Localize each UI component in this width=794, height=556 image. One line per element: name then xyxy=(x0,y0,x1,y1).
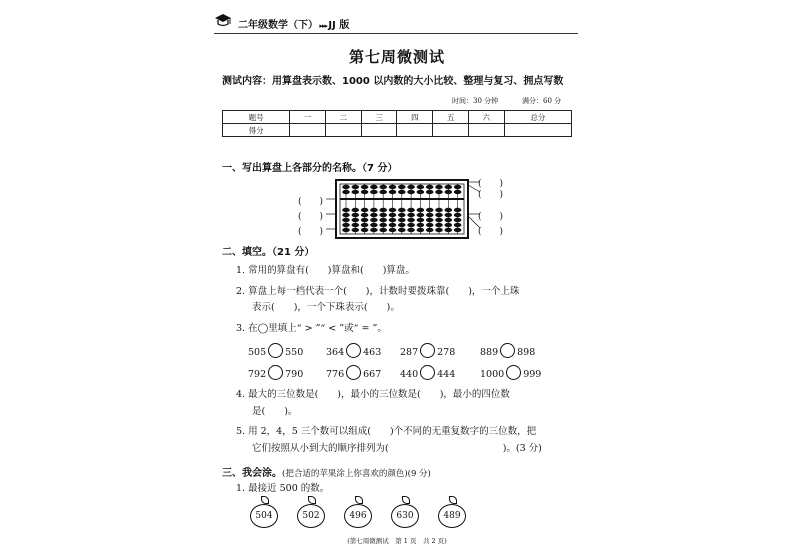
table-cell: 总分 xyxy=(504,111,571,124)
question-2-1: 1. 常用的算盘有( )算盘和( )算盘。 xyxy=(236,265,415,276)
page-footer: (第七周微测试 第 1 页 共 2 页) xyxy=(347,537,447,545)
compare-circle[interactable] xyxy=(420,343,435,358)
comparison-item xyxy=(326,343,381,358)
left-number: 889 xyxy=(480,347,499,358)
abacus-label-blank[interactable]: ( ) xyxy=(298,227,324,237)
page-title: 第七周微测试 xyxy=(348,48,445,66)
score-input-cell[interactable] xyxy=(397,124,433,137)
abacus-label-blank[interactable]: ( ) xyxy=(478,212,504,222)
apple-stem-icon xyxy=(449,496,457,504)
compare-circle[interactable] xyxy=(506,365,521,380)
header-grade: 二年级数学（下） ▸▸▸ JJ 版 xyxy=(238,20,350,31)
apple-stem-icon xyxy=(308,496,316,504)
right-number: 550 xyxy=(285,347,304,358)
abacus-label-blank[interactable]: ( ) xyxy=(298,197,324,207)
question-2-3: 3. 在◯里填上“ > ”“ < ”或“ = ”。 xyxy=(236,323,387,334)
left-number: 505 xyxy=(248,347,267,358)
abacus-label-blank[interactable]: ( ) xyxy=(478,179,504,189)
score-table xyxy=(222,110,572,137)
compare-circle[interactable] xyxy=(500,343,515,358)
apple-option[interactable]: 630 xyxy=(391,504,419,528)
leader-lines xyxy=(322,176,482,240)
left-number: 364 xyxy=(326,347,345,358)
comparison-item xyxy=(480,343,535,358)
question-2-4-cont: 是( )。 xyxy=(252,406,298,417)
compare-circle[interactable] xyxy=(420,365,435,380)
question-2-5: 5. 用 2，4，5 三个数可以组成( )个不同的无重复数字的三位数，把 xyxy=(236,426,537,437)
table-cell: 六 xyxy=(468,111,504,124)
apple-stem-icon xyxy=(261,496,269,504)
abacus-label-blank[interactable]: ( ) xyxy=(298,212,324,222)
right-number: 444 xyxy=(437,369,456,380)
question-2-4: 4. 最大的三位数是( )，最小的三位数是( )，最小的四位数 xyxy=(236,389,510,400)
score-input-cell[interactable] xyxy=(326,124,362,137)
table-cell: 得分 xyxy=(223,124,290,137)
left-number: 440 xyxy=(400,369,419,380)
compare-circle[interactable] xyxy=(268,343,283,358)
abacus-label-blank[interactable]: ( ) xyxy=(478,190,504,200)
table-cell: 二 xyxy=(326,111,362,124)
time-limit: 时间：30 分钟 xyxy=(452,97,499,105)
section3-heading: 三、我会涂。 xyxy=(222,468,282,479)
question-2-2-cont: 表示( )，一个下珠表示( )。 xyxy=(252,302,400,313)
apple-stem-icon xyxy=(355,496,363,504)
apple-option[interactable]: 504 xyxy=(250,504,278,528)
table-cell: 三 xyxy=(361,111,397,124)
score-input-cell[interactable] xyxy=(433,124,469,137)
section2-heading: 二、填空。（21 分） xyxy=(222,247,315,258)
comparison-item xyxy=(326,365,381,380)
comparison-item xyxy=(248,343,303,358)
comparison-item xyxy=(400,365,455,380)
table-cell: 五 xyxy=(433,111,469,124)
test-scope: 测试内容：用算盘表示数、1000 以内数的大小比较、整理与复习、拥点写数 xyxy=(222,76,564,87)
table-cell: 一 xyxy=(290,111,326,124)
apple-option[interactable]: 496 xyxy=(344,504,372,528)
right-number: 790 xyxy=(285,369,304,380)
right-number: 898 xyxy=(517,347,536,358)
compare-circle[interactable] xyxy=(268,365,283,380)
section3-note: (把合适的苹果涂上你喜欢的颜色)(9 分) xyxy=(282,469,431,479)
right-number: 463 xyxy=(363,347,382,358)
table-cell: 四 xyxy=(397,111,433,124)
right-number: 667 xyxy=(363,369,382,380)
section3-heading-line xyxy=(222,461,431,480)
left-number: 287 xyxy=(400,347,419,358)
left-number: 792 xyxy=(248,369,267,380)
score-input-cell[interactable] xyxy=(361,124,397,137)
apple-stem-icon xyxy=(402,496,410,504)
apple-option[interactable]: 489 xyxy=(438,504,466,528)
table-row xyxy=(223,124,572,137)
right-number: 999 xyxy=(523,369,542,380)
left-number: 1000 xyxy=(480,369,505,380)
compare-circle[interactable] xyxy=(346,343,361,358)
table-row xyxy=(223,111,572,124)
graduation-cap-icon xyxy=(214,12,232,30)
section1-heading: 一、写出算盘上各部分的名称。（7 分） xyxy=(222,163,398,174)
header-divider xyxy=(214,33,578,34)
comparison-item xyxy=(400,343,455,358)
left-number: 776 xyxy=(326,369,345,380)
table-cell: 题号 xyxy=(223,111,290,124)
score-input-cell[interactable] xyxy=(504,124,571,137)
right-number: 278 xyxy=(437,347,456,358)
question-2-2: 2. 算盘上每一档代表一个( )，计数时要拨珠靠( )，一个上珠 xyxy=(236,286,520,297)
full-score: 满分：60 分 xyxy=(522,97,562,105)
abacus-label-blank[interactable]: ( ) xyxy=(478,227,504,237)
compare-circle[interactable] xyxy=(346,365,361,380)
score-input-cell[interactable] xyxy=(468,124,504,137)
comparison-item xyxy=(248,365,303,380)
score-input-cell[interactable] xyxy=(290,124,326,137)
question-3-1: 1. 最接近 500 的数。 xyxy=(236,483,330,494)
comparison-item xyxy=(480,365,541,380)
question-2-5-cont: 它们按照从小到大的顺序排列为( )。(3 分) xyxy=(252,443,542,454)
apple-option[interactable]: 502 xyxy=(297,504,325,528)
